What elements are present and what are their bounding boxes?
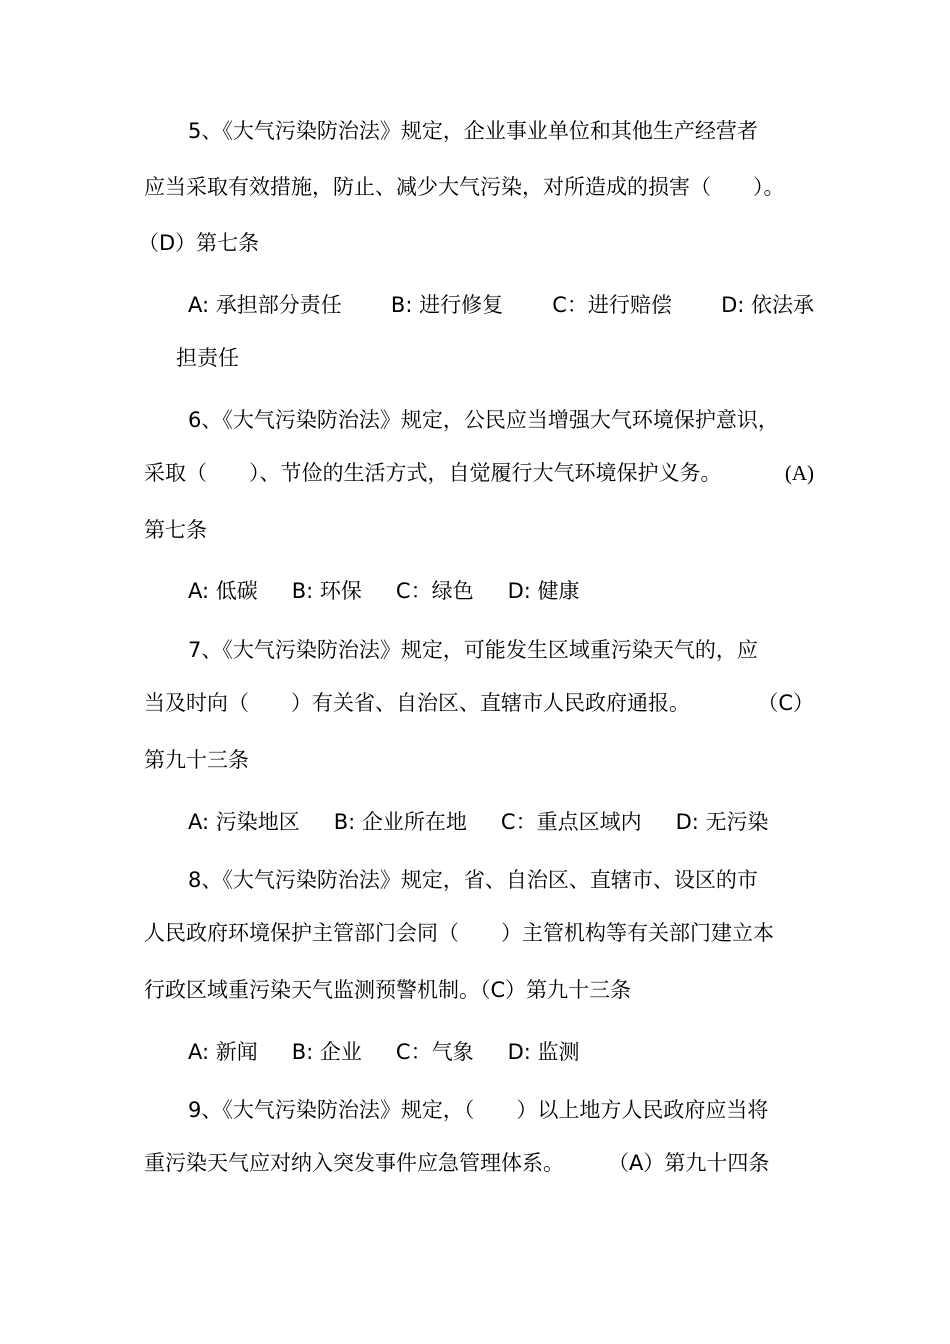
q6-answer: (A)	[784, 461, 814, 485]
q7-stem-line-2: 当及时向（ ）有关省、自治区、直辖市人民政府通报。	[144, 691, 690, 715]
q7-option-a: A: 污染地区	[188, 810, 300, 834]
q5-option-c: C：进行赔偿	[552, 293, 672, 317]
q8-option-d: D: 监测	[507, 1040, 580, 1064]
q5-stem-line-1: 5、《大气污染防治法》规定，企业事业单位和其他生产经营者	[188, 119, 758, 143]
q9-answer-reference: （A）第九十四条	[608, 1151, 770, 1175]
q8-stem-line-1: 8、《大气污染防治法》规定，省、自治区、直辖市、设区的市	[188, 868, 758, 892]
q5-options	[188, 290, 814, 320]
q7-reference: 第九十三条	[144, 748, 249, 772]
q7-options	[188, 807, 808, 837]
q8-stem-line-3: 行政区域重污染天气监测预警机制。（C）第九十三条	[144, 978, 632, 1002]
q8-options	[188, 1037, 628, 1067]
q5-option-d: D: 依法承	[721, 293, 814, 317]
q7-option-c: C：重点区域内	[500, 810, 642, 834]
q9-stem-line-2: 重污染天气应对纳入突发事件应急管理体系。	[144, 1151, 564, 1175]
q9-stem-line-2-row	[144, 1148, 814, 1178]
q5-option-b: B: 进行修复	[390, 293, 504, 317]
q6-stem-line-2-row	[144, 458, 814, 488]
q7-stem-line-2-row	[144, 688, 814, 718]
q8-option-c: C：气象	[395, 1040, 474, 1064]
q8-stem-line-2: 人民政府环境保护主管部门会同（ ）主管机构等有关部门建立本	[144, 921, 774, 945]
q5-option-a: A: 承担部分责任	[188, 293, 342, 317]
q5-answer-reference: （D）第七条	[138, 231, 260, 255]
q7-stem-line-1: 7、《大气污染防治法》规定，可能发生区域重污染天气的，应	[188, 638, 758, 662]
q7-option-d: D: 无污染	[675, 810, 769, 834]
q9-stem-line-1: 9、《大气污染防治法》规定，（ ）以上地方人民政府应当将	[188, 1098, 769, 1122]
q6-reference: 第七条	[144, 518, 207, 542]
q6-option-c: C：绿色	[395, 579, 474, 603]
q5-option-continuation: 担责任	[176, 346, 239, 370]
q7-answer: （C）	[757, 691, 814, 715]
q6-options	[188, 576, 628, 606]
q8-option-a: A: 新闻	[188, 1040, 258, 1064]
q6-option-b: B: 环保	[291, 579, 362, 603]
q6-option-a: A: 低碳	[188, 579, 258, 603]
q6-stem-line-1: 6、《大气污染防治法》规定，公民应当增强大气环境保护意识，	[188, 408, 779, 432]
q6-stem-line-2: 采取（ ）、节俭的生活方式，自觉履行大气环境保护义务。	[144, 461, 722, 485]
q8-option-b: B: 企业	[291, 1040, 362, 1064]
q5-stem-line-2: 应当采取有效措施，防止、减少大气污染，对所造成的损害（ ）。	[144, 175, 785, 199]
q7-option-b: B: 企业所在地	[333, 810, 467, 834]
q6-option-d: D: 健康	[507, 579, 580, 603]
